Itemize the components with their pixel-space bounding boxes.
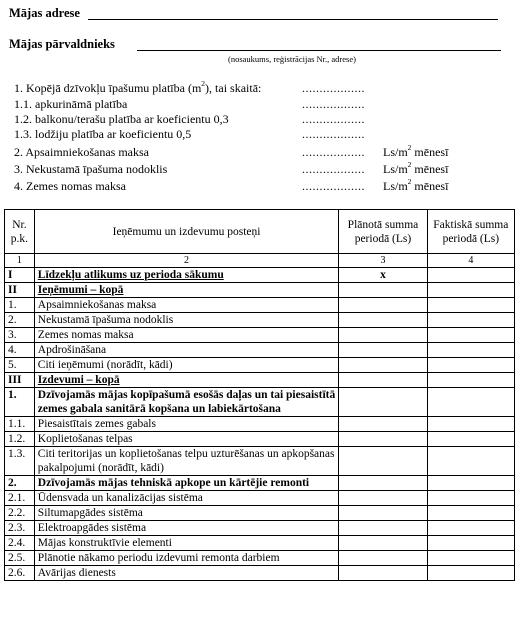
col-number: 2 <box>34 254 339 268</box>
header-nr: Nr. p.k. <box>5 210 35 254</box>
row-planned-cell[interactable]: x <box>339 268 427 283</box>
row-description-text: Ieņēmumi – kopā <box>37 284 124 296</box>
table-row <box>5 506 515 521</box>
row-actual-cell[interactable] <box>427 298 514 313</box>
metric-text: 3. Nekustamā īpašuma nodoklis <box>14 162 168 176</box>
table-row <box>5 388 515 417</box>
metric-text: 1. Kopējā dzīvokļu īpašumu platība (m <box>14 81 202 95</box>
row-description-cell <box>34 283 339 298</box>
manager-field-line[interactable] <box>137 50 501 51</box>
metric-value-dots[interactable]: .................. <box>302 97 365 111</box>
metric-label <box>14 145 149 160</box>
address-label: Mājas adrese <box>9 6 80 20</box>
row-actual-cell[interactable] <box>427 566 514 581</box>
row-planned-cell[interactable] <box>339 551 427 566</box>
row-planned-cell[interactable] <box>339 388 427 417</box>
row-number-cell: I <box>5 268 35 283</box>
row-number-cell: 2.4. <box>5 536 35 551</box>
metric-text: 2. Apsaimniekošanas maksa <box>14 145 149 159</box>
header-plan: Plānotā summa periodā (Ls) <box>339 210 427 254</box>
row-actual-cell[interactable] <box>427 432 514 447</box>
metric-label <box>14 127 191 142</box>
row-description-cell: Zemes nomas maksa <box>34 328 339 343</box>
row-description-text: Izdevumi – kopā <box>37 374 120 386</box>
row-planned-cell[interactable] <box>339 328 427 343</box>
table-row <box>5 536 515 551</box>
row-description-cell: Koplietošanas telpas <box>34 432 339 447</box>
row-planned-cell[interactable] <box>339 536 427 551</box>
row-actual-cell[interactable] <box>427 283 514 298</box>
row-description-cell: Elektroapgādes sistēma <box>34 521 339 536</box>
row-planned-cell[interactable] <box>339 521 427 536</box>
row-planned-cell[interactable] <box>339 298 427 313</box>
row-description-cell: Nekustamā īpašuma nodoklis <box>34 313 339 328</box>
table-header-row <box>5 210 515 254</box>
unit-text: Ls/m <box>383 162 408 176</box>
table-row <box>5 566 515 581</box>
table-row <box>5 283 515 298</box>
unit-superscript: 2 <box>407 177 412 186</box>
row-number-cell: 3. <box>5 328 35 343</box>
metric-text: 4. Zemes nomas maksa <box>14 179 126 193</box>
row-description-cell: Piesaistītais zemes gabals <box>34 417 339 432</box>
table-row <box>5 328 515 343</box>
row-actual-cell[interactable] <box>427 447 514 476</box>
row-number-cell: 1. <box>5 388 35 417</box>
row-description-cell <box>34 373 339 388</box>
table-row <box>5 447 515 476</box>
row-number-cell: 1.1. <box>5 417 35 432</box>
row-number-cell: 4. <box>5 343 35 358</box>
metric-unit <box>383 179 448 194</box>
unit-text-after: mēnesī <box>411 162 449 176</box>
unit-text: Ls/m <box>383 145 408 159</box>
row-description-cell: Ūdensvada un kanalizācijas sistēma <box>34 491 339 506</box>
unit-superscript: 2 <box>407 160 412 169</box>
table-row <box>5 358 515 373</box>
row-actual-cell[interactable] <box>427 268 514 283</box>
metric-text: 1.2. balkonu/terašu platība ar koeficientu 0,3 <box>14 112 229 126</box>
unit-superscript: 2 <box>407 143 412 152</box>
row-number-cell: III <box>5 373 35 388</box>
unit-text: Ls/m <box>383 179 408 193</box>
row-actual-cell[interactable] <box>427 417 514 432</box>
header-desc: Ieņēmumu un izdevumu posteņi <box>34 210 339 254</box>
table-row <box>5 298 515 313</box>
metric-label <box>14 97 127 112</box>
row-description-text: Līdzekļu atlikums uz perioda sākumu <box>37 269 224 281</box>
row-description-cell: Dzīvojamās mājas kopīpašumā esošās daļas un tai piesaistītā zemes gabala sanitārā kopšana un labiekārtošana <box>34 388 339 417</box>
row-planned-cell[interactable] <box>339 283 427 298</box>
column-number-row <box>5 254 515 268</box>
metric-label <box>14 162 167 177</box>
metric-value-dots[interactable]: .................. <box>302 179 365 193</box>
row-description-cell: Mājas konstruktīvie elementi <box>34 536 339 551</box>
row-number-cell: 1.3. <box>5 447 35 476</box>
row-planned-cell[interactable] <box>339 358 427 373</box>
table-row <box>5 417 515 432</box>
row-actual-cell[interactable] <box>427 373 514 388</box>
row-actual-cell[interactable] <box>427 476 514 491</box>
metric-value-dots[interactable]: .................. <box>302 127 365 141</box>
row-planned-cell[interactable] <box>339 476 427 491</box>
row-description-cell: Apdrošināšana <box>34 343 339 358</box>
row-number-cell: II <box>5 283 35 298</box>
metric-value-dots[interactable]: .................. <box>302 81 365 95</box>
row-planned-cell[interactable] <box>339 491 427 506</box>
table-row <box>5 313 515 328</box>
unit-text-after: mēnesī <box>411 179 449 193</box>
manager-label: Mājas pārvaldnieks <box>9 37 115 51</box>
row-planned-cell[interactable] <box>339 343 427 358</box>
row-actual-cell[interactable] <box>427 343 514 358</box>
table-row <box>5 343 515 358</box>
table-row <box>5 268 515 283</box>
metric-value-dots[interactable]: .................. <box>302 112 365 126</box>
address-field-line[interactable] <box>88 19 498 20</box>
table-row <box>5 476 515 491</box>
row-description-cell: Apsaimniekošanas maksa <box>34 298 339 313</box>
row-actual-cell[interactable] <box>427 388 514 417</box>
row-number-cell: 1.2. <box>5 432 35 447</box>
metric-unit <box>383 145 448 160</box>
metric-label <box>14 112 229 127</box>
metric-unit <box>383 162 448 177</box>
row-number-cell: 2. <box>5 476 35 491</box>
manager-caption: (nosaukums, reģistrācijas Nr., adrese) <box>228 54 356 64</box>
row-description-cell: Plānotie nākamo periodu izdevumi remonta darbiem <box>34 551 339 566</box>
col-number: 4 <box>427 254 514 268</box>
row-actual-cell[interactable] <box>427 506 514 521</box>
metric-superscript: 2 <box>201 79 206 88</box>
budget-table <box>4 209 515 581</box>
row-actual-cell[interactable] <box>427 521 514 536</box>
unit-text-after: mēnesī <box>411 145 449 159</box>
table-row <box>5 373 515 388</box>
row-description-cell: Siltumapgādes sistēma <box>34 506 339 521</box>
metric-label <box>14 81 261 96</box>
row-actual-cell[interactable] <box>427 491 514 506</box>
row-number-cell: 1. <box>5 298 35 313</box>
row-description-cell: Citi ieņēmumi (norādīt, kādi) <box>34 358 339 373</box>
metric-value-dots[interactable]: .................. <box>302 145 365 159</box>
row-description-cell <box>34 268 339 283</box>
row-planned-cell[interactable] <box>339 313 427 328</box>
col-number: 1 <box>5 254 35 268</box>
metric-text: 1.1. apkurināmā platība <box>14 97 128 111</box>
table-row <box>5 521 515 536</box>
row-actual-cell[interactable] <box>427 313 514 328</box>
row-number-cell: 5. <box>5 358 35 373</box>
row-number-cell: 2.2. <box>5 506 35 521</box>
row-description-cell: Citi teritorijas un koplietošanas telpu uzturēšanas un apkopšanas pakalpojumi (norādīt, kādi) <box>34 447 339 476</box>
row-description-cell: Dzīvojamās mājas tehniskā apkope un kārtējie remonti <box>34 476 339 491</box>
table-row <box>5 551 515 566</box>
row-actual-cell[interactable] <box>427 358 514 373</box>
row-number-cell: 2.5. <box>5 551 35 566</box>
header-fact: Faktiskā summa periodā (Ls) <box>427 210 514 254</box>
row-number-cell: 2.6. <box>5 566 35 581</box>
table-row <box>5 432 515 447</box>
row-planned-cell[interactable] <box>339 417 427 432</box>
row-actual-cell[interactable] <box>427 328 514 343</box>
metric-value-dots[interactable]: .................. <box>302 162 365 176</box>
row-planned-cell[interactable] <box>339 506 427 521</box>
row-number-cell: 2.3. <box>5 521 35 536</box>
row-planned-cell[interactable] <box>339 566 427 581</box>
metric-text: 1.3. lodžiju platība ar koeficientu 0,5 <box>14 127 192 141</box>
row-number-cell: 2. <box>5 313 35 328</box>
metric-text-after: ), tai skaitā: <box>205 81 262 95</box>
row-planned-cell[interactable] <box>339 447 427 476</box>
row-number-cell: 2.1. <box>5 491 35 506</box>
row-planned-cell[interactable] <box>339 432 427 447</box>
row-description-cell: Avārijas dienests <box>34 566 339 581</box>
row-planned-cell[interactable] <box>339 373 427 388</box>
row-actual-cell[interactable] <box>427 551 514 566</box>
col-number: 3 <box>339 254 427 268</box>
metric-label <box>14 179 126 194</box>
table-row <box>5 491 515 506</box>
row-actual-cell[interactable] <box>427 536 514 551</box>
